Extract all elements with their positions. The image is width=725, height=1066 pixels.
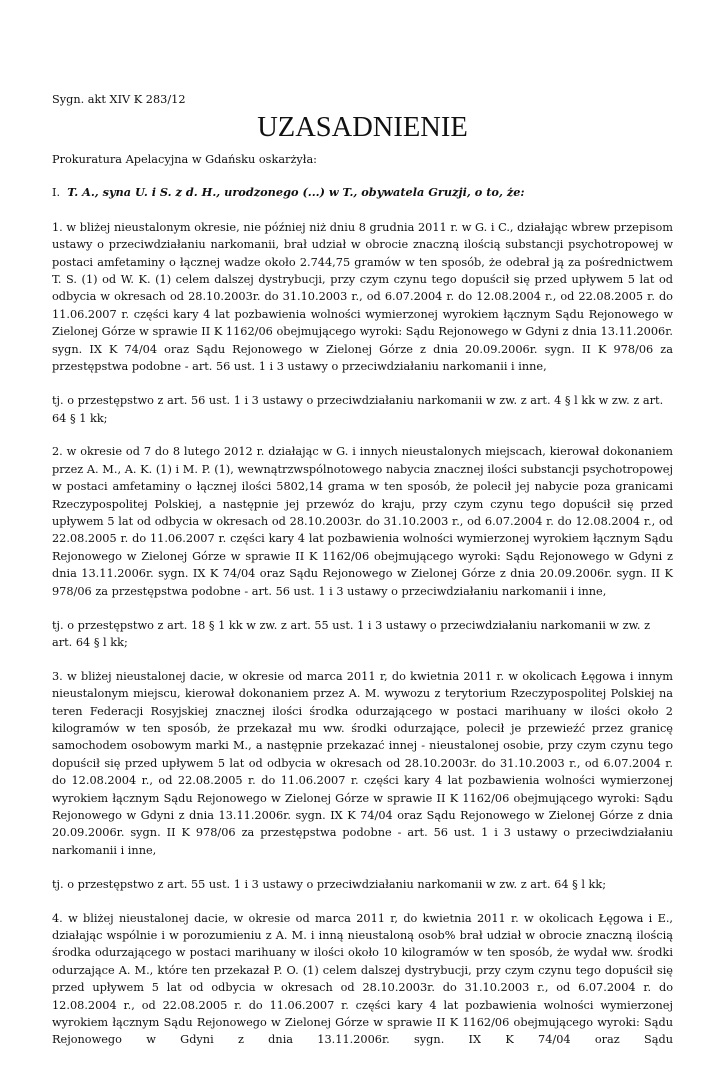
charge-1-qualification: tj. o przestępstwo z art. 56 ust. 1 i 3 ustawy o przeciwdziałaniu narkomanii w zw. z art. 4 § l kk w zw. z art. 64 § 1 kk; [52, 394, 664, 425]
charge-1-text: 1. w bliżej nieustalonym okresie, nie później niż dniu 8 grudnia 2011 r. w G. i C., działając wbrew przepisom ustawy o przeciwdziałaniu narkomanii, brał udział w obrocie znaczną ilością substancji psychotropowej w postaci amfetaminy o łącznej wadze około 2.744,75 gramów w ten sposób, że odebrał ją za pośrednictwem T. S. (1) od W. K. (1) celem dalszej dystrybucji, przy czym czynu tego dopuścił się przed upływem 5 lat od odbycia w okresach od 28.10.2003r. do 31.10.2003 r., od 6.07.2004 r. do 12.08.2004 r., od 22.08.2005 r. do 11.06.2007 r. części kary 4 lat pozbawienia wolności wymierzonej wyrokiem łącznym Sądu Rejonowego w Zielonej Górze w sprawie II K 1162/06 obejmującego wyroki: Sądu Rejonowego w Gdyni z dnia 13.11.2006r. sygn. IX K 74/04 oraz Sądu Rejonowego w Zielonej Górze z dnia 20.09.2006r. sygn. II K 978/06 za przestępstwa podobne - art. 56 ust. 1 i 3 ustawy o przeciwdziałaniu narkomanii i inne, [52, 220, 673, 374]
defendant-description: T. A., syna U. i S. z d. H., urodzonego (...) w T., obywatela Gruzji, o to, że: [67, 185, 525, 200]
defendant-number: I. [52, 186, 61, 200]
document-body [52, 151, 673, 1066]
charge-2-qualification: tj. o przestępstwo z art. 18 § 1 kk w zw. z art. 55 ust. 1 i 3 ustawy o przeciwdziałaniu narkomanii w zw. z art. 64 § l kk; [52, 618, 651, 650]
charge-4-text: 4. w bliżej nieustalonej dacie, w okresie od marca 2011 r, do kwietnia 2011 r. w okolicach Łęgowa i E., działając wspólnie i w porozumieniu z A. M. i inną nieustaloną osob% brał udział w obrocie znaczną ilością środka odurzającego w postaci marihuany w ilości około 10 kilogramów w ten sposób, że wydał ww. środki odurzające A. M., które ten przekazał P. O. (1) celem dalszej dystrybucji, przy czym czynu tego dopuścił się przed upływem 5 lat od odbycia w okresach od 28.10.2003r. do 31.10.2003 r., od 6.07.2004 r. do 12.08.2004 r., od 22.08.2005 r. do 11.06.2007 r. części kary 4 lat pozbawienia wolności wymierzonej wyrokiem łącznym Sądu Rejonowego w Zielonej Górze w sprawie II K 1162/06 obejmującego wyroki: Sądu Rejonowego w Gdyni z dnia 13.11.2006r. sygn. IX K 74/04 oraz Sądu [52, 911, 673, 1047]
document-title: UZASADNIENIE [257, 112, 468, 143]
charge-2-text: 2. w okresie od 7 do 8 lutego 2012 r. działając w G. i innych nieustalonych miejscach, kierował dokonaniem przez A. M., A. K. (1) i M. P. (1), wewnątrzwspólnotowego nabycia znacznej ilości substancji psychotropowej w postaci amfetaminy o łącznej ilości 5802,14 grama w ten sposób, że polecił jej nabycie poza granicami Rzeczypospolitej Polskiej, a następnie jej przewóz do kraju, przy czym czynu tego dopuścił się przed upływem 5 lat od odbycia w okresach od 28.10.2003r. do 31.10.2003 r., od 6.07.2004 r. do 12.08.2004 r., od 22.08.2005 r. do 11.06.2007 r. części kary 4 lat pozbawienia wolności wymierzonej wyrokiem łącznym Sądu Rejonowego w Zielonej Górze w sprawie II K 1162/06 obejmującego wyroki: Sądu Rejonowego w Gdyni z dnia 13.11.2006r. sygn. IX K 74/04 oraz Sądu Rejonowego w Zielonej Górze z dnia 20.09.2006r. sygn. II K 978/06 za przestępstwa podobne - art. 56 ust. 1 i 3 ustawy o przeciwdziałaniu narkomanii i inne, [52, 445, 673, 598]
defendant-heading [52, 184, 673, 201]
case-signature: Sygn. akt XIV K 283/12 [52, 93, 186, 106]
intro-paragraph: Prokuratura Apelacyjna w Gdańsku oskarżyła: [52, 153, 317, 166]
charge-3-qualification: tj. o przestępstwo z art. 55 ust. 1 i 3 ustawy o przeciwdziałaniu narkomanii w zw. z art. 64 § l kk; [52, 878, 607, 892]
charge-3-text: 3. w bliżej nieustalonej dacie, w okresie od marca 2011 r, do kwietnia 2011 r. w okolicach Łęgowa i innym nieustalonym miejscu, kierował dokonaniem przez A. M. wywozu z terytorium Rzeczypospolitej Polskiej na teren Federacji Rosyjskiej znacznej ilości środka odurzającego w postaci marihuany w ilości około 2 kilogramów w ten sposób, że przekazał mu ww. środki odurzające, polecił je przewieźć przez granicę samochodem osobowym marki M., a następnie przekazać innej - nieustalonej osobie, przy czym czynu tego dopuścił się przed upływem 5 lat od odbycia w okresach od 28.10.2003r. do 31.10.2003 r., od 6.07.2004 r. do 12.08.2004 r., od 22.08.2005 r. do 11.06.2007 r. części kary 4 lat pozbawienia wolności wymierzonej wyrokiem łącznym Sądu Rejonowego w Zielonej Górze w sprawie II K 1162/06 obejmującego wyroki: Sądu Rejonowego w Gdyni z dnia 13.11.2006r. sygn. IX K 74/04 oraz Sądu Rejonowego w Zielonej Górze z dnia 20.09.2006r. sygn. II K 978/06 za przestępstwa podobne - art. 56 ust. 1 i 3 ustawy o przeciwdziałaniu narkomanii i inne, [52, 669, 673, 857]
